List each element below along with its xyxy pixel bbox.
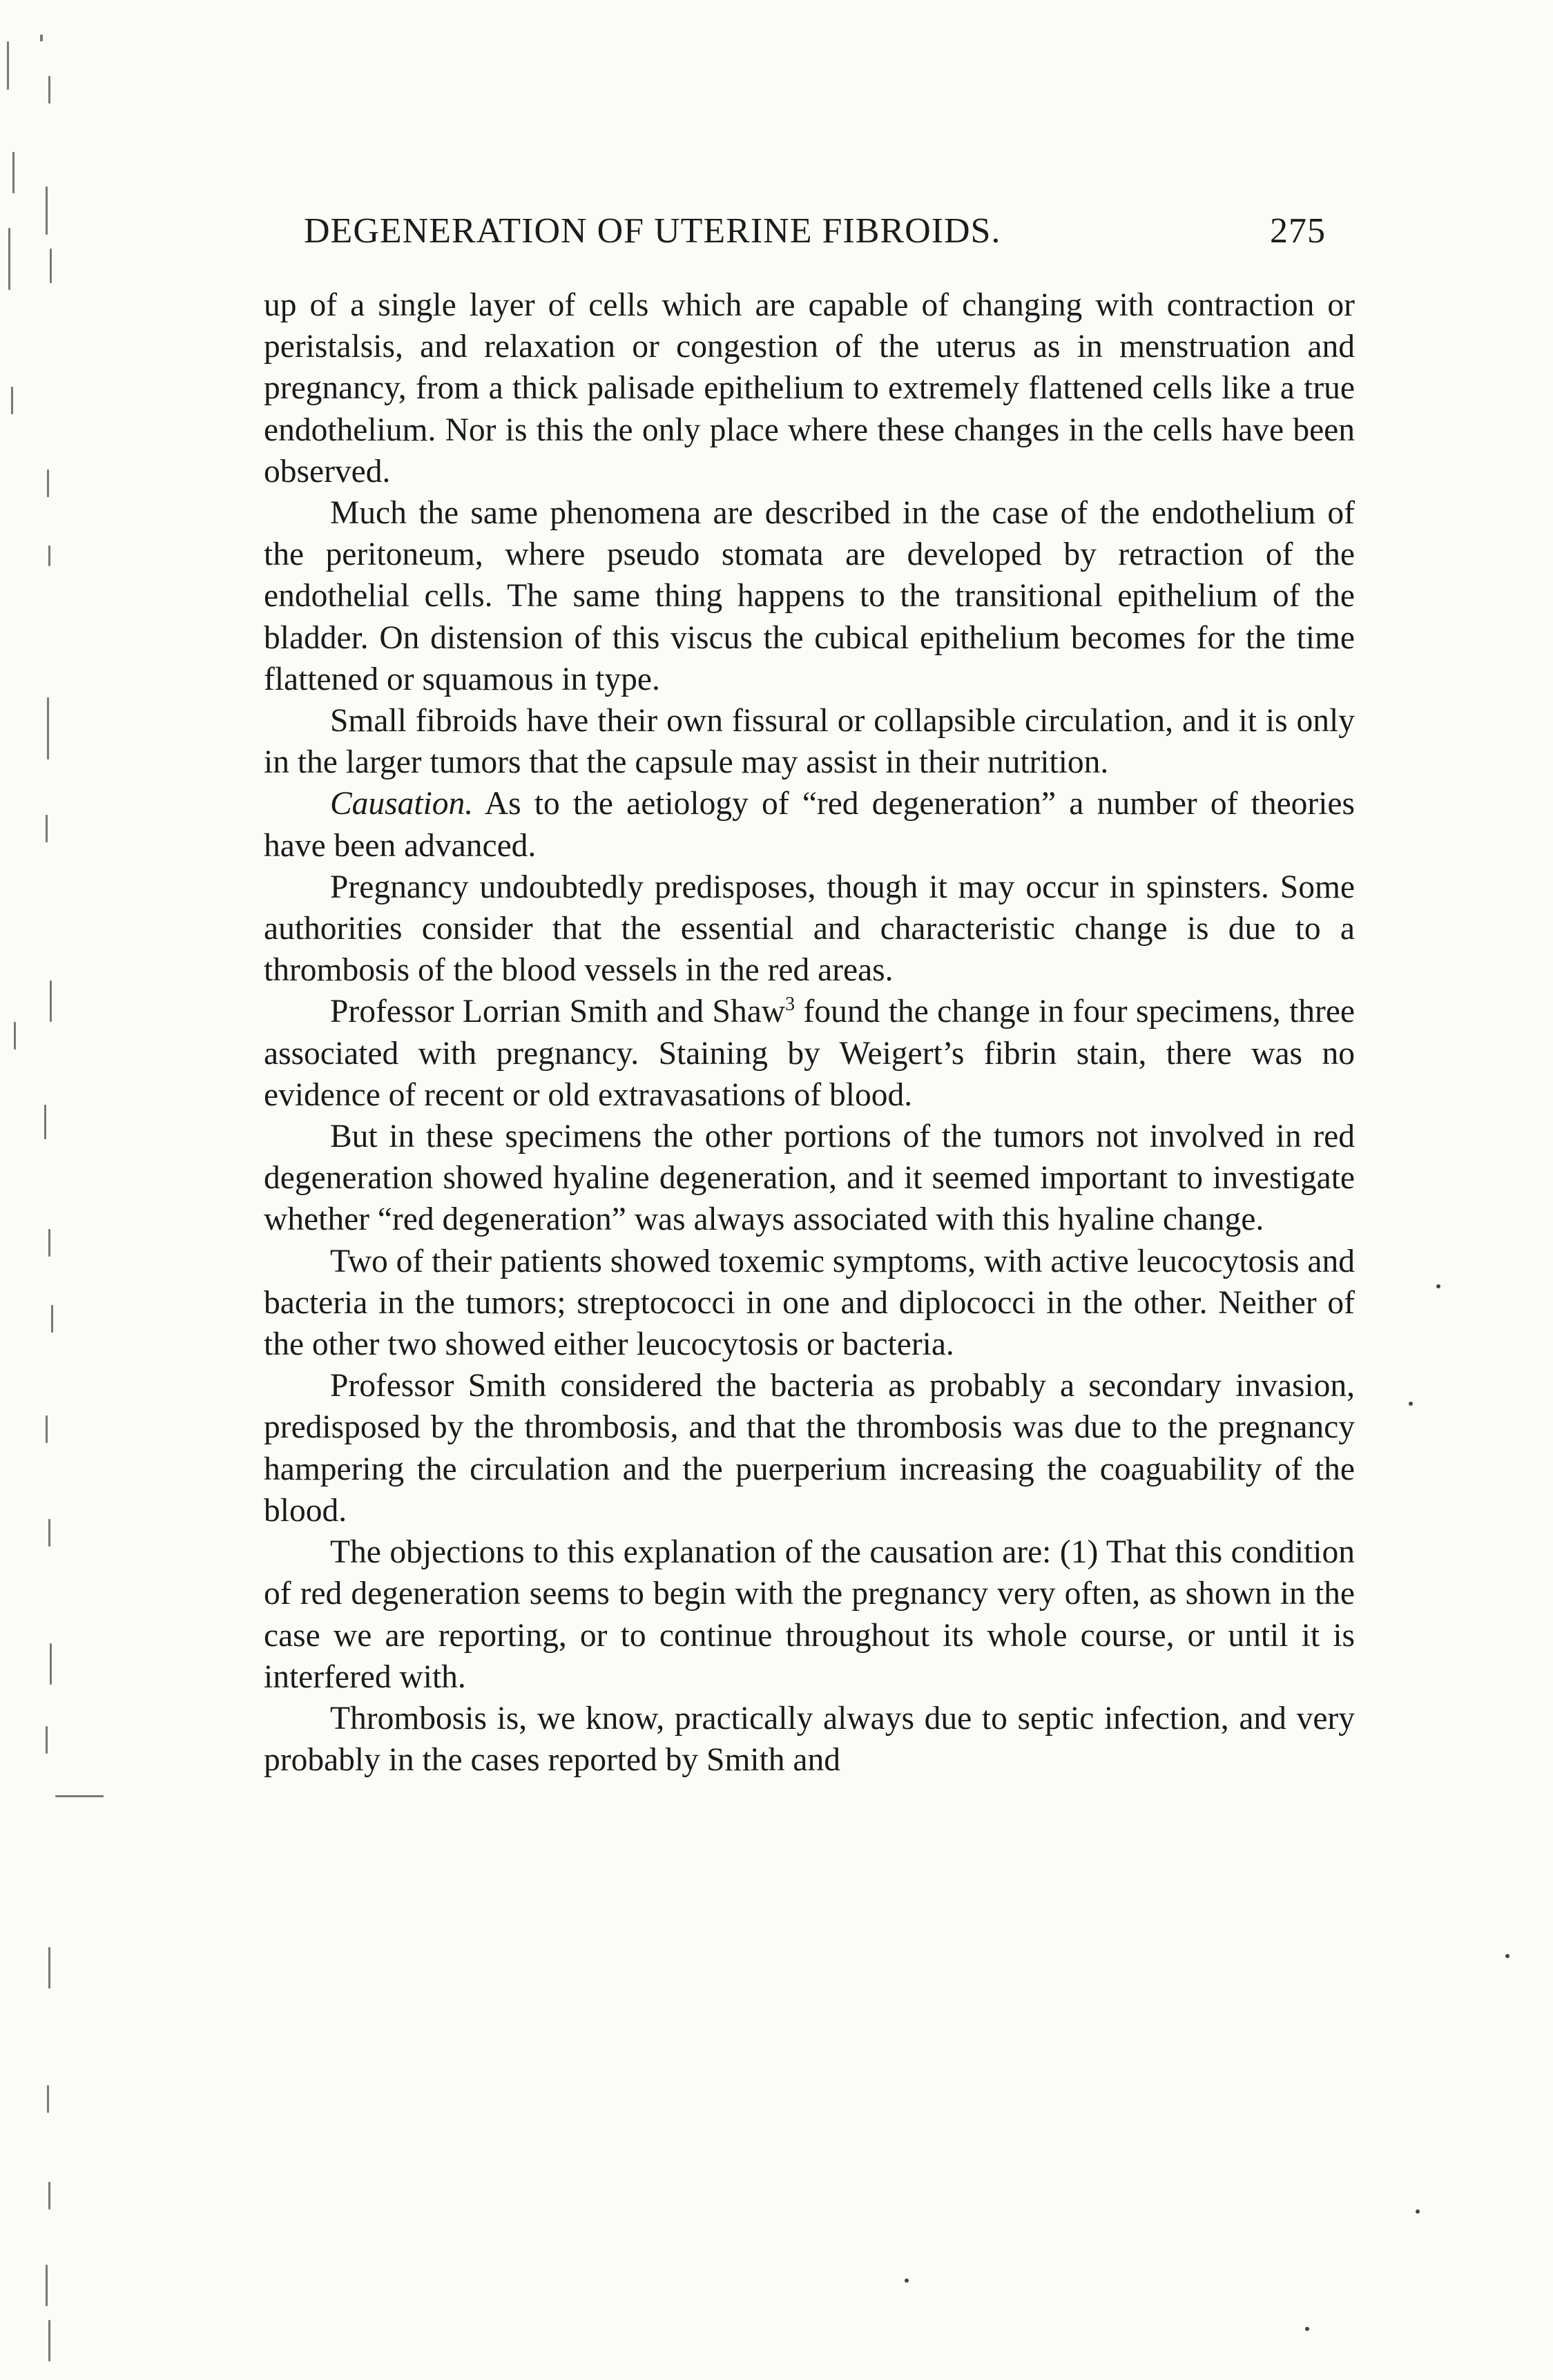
scan-speck xyxy=(1416,2209,1420,2214)
running-title: DEGENERATION OF UTERINE FIBROIDS. xyxy=(304,211,1001,251)
paragraph: Two of their patients showed toxemic symptoms, with active leucocytosis and bacteria in the tumors; streptococci in one and diplococci in the other. Neither of the other two showed either leucocytosis or bacteria. xyxy=(264,1243,1355,1363)
causation-heading: Causation. xyxy=(330,786,474,822)
paragraph: Professor Smith considered the bacteria as probably a secondary invasion, predisposed by the thrombosis, and that the thrombosis was due to the pregnancy hampering the circulation and the puerperium increasing the coaguability of the blood. xyxy=(264,1368,1355,1529)
paragraph: Small fibroids have their own fissural or collapsible circulation, and it is only in the larger tumors that the capsule may assist in their nutrition. xyxy=(264,703,1355,781)
scan-speck xyxy=(1409,1402,1413,1406)
paragraph: The objections to this explanation of the causation are: (1) That this condition of red degeneration seems to begin with the pregnancy very often, as shown in the case we are reporting, or to continue throughout its whole course, or until it is interfered with. xyxy=(264,1534,1355,1695)
paragraph: But in these specimens the other portions of the tumors not involved in red degeneration showed hyaline degeneration, and it seemed important to investigate whether “red degeneration” was always associated with this hyaline change. xyxy=(264,1119,1355,1238)
scan-speck xyxy=(905,2279,909,2283)
scan-speck xyxy=(1505,1954,1509,1958)
paragraph-text: As to the aetiology of “red degeneration” a number of theories have been advanced. xyxy=(264,786,1355,864)
paragraph: Much the same phenomena are described in the case of the endothelium of the peritoneum, where pseudo stomata are developed by retraction of the endothelial cells. The same thing happens to the transitional epithelium of the bladder. On distension of this viscus the cubical epithelium becomes for the time flattened or squamous in type. xyxy=(264,495,1355,697)
paragraph: up of a single layer of cells which are capable of changing with contraction or peristalsis, and relaxation or congestion of the uterus as in menstruation and pregnancy, from a thick palisade epithelium to extremely flattened cells like a true endothelium. Nor is this the only place where these changes in the cells have been observed. xyxy=(264,287,1355,490)
paragraph-text: found the change in four specimens, three associated with pregnancy. Staining by Weigert’s fibrin stain, there was no evidence of recent or old extravasations of blood. xyxy=(264,994,1356,1113)
running-header xyxy=(304,211,1326,251)
page-number: 275 xyxy=(1270,211,1326,251)
body-text xyxy=(264,284,1355,1781)
footnote-reference: 3 xyxy=(785,994,795,1016)
scan-speck xyxy=(1305,2327,1309,2331)
paragraph: Pregnancy undoubtedly predisposes, though it may occur in spinsters. Some authorities consider that the essential and characteristic change is due to a thrombosis of the blood vessels in the red areas. xyxy=(264,869,1355,989)
scan-speck xyxy=(1436,1284,1440,1288)
paragraph-causation xyxy=(264,783,1355,866)
authors: Professor Lorrian Smith and Shaw xyxy=(330,994,786,1030)
paragraph: Thrombosis is, we know, practically always due to septic infection, and very probably in the cases reported by Smith and xyxy=(264,1700,1355,1779)
scan-margin-artifacts xyxy=(0,0,97,2380)
paragraph-smith-shaw xyxy=(264,991,1355,1116)
